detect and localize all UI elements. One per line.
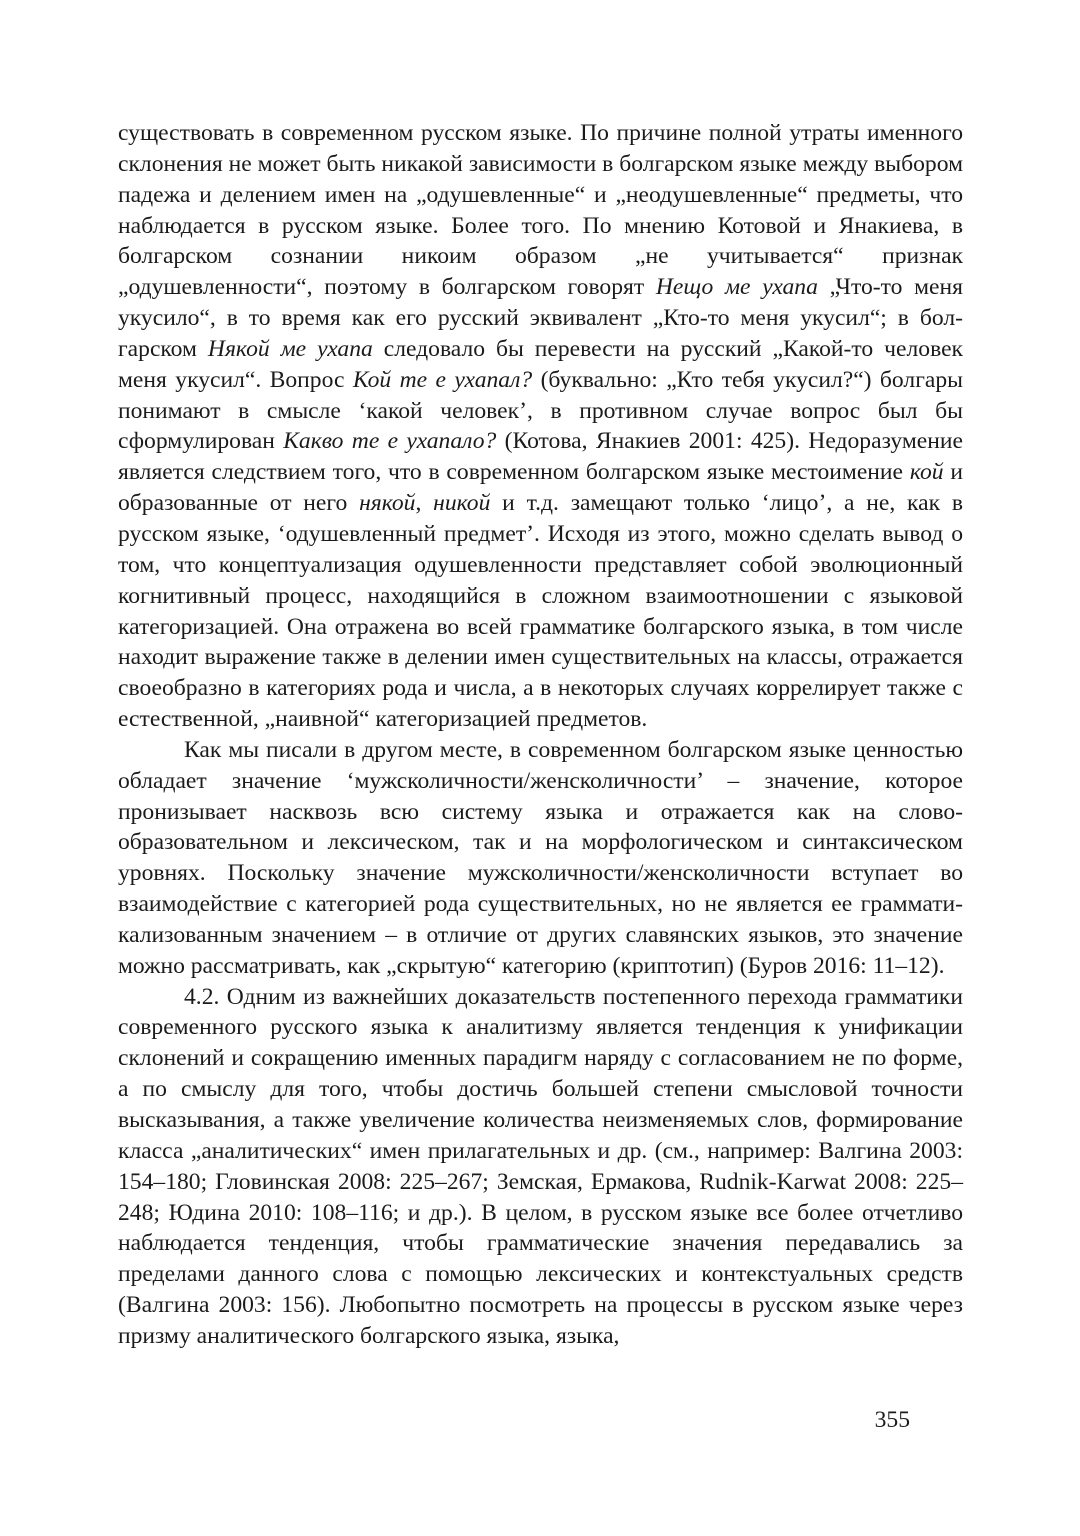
italic-example: Кой те е ухапал? xyxy=(352,366,533,393)
page-number: 355 xyxy=(874,1407,910,1433)
italic-example: Нещо ме ухапа xyxy=(655,274,818,301)
italic-example: кой xyxy=(909,459,944,486)
text-run: и образованные от него xyxy=(118,459,963,517)
text-run: „Что-то меня укусило“, в то время как его русский эквивалент „Кто-то меня укусил“; в болгарском xyxy=(118,274,963,362)
body-text xyxy=(118,118,963,1352)
text-run: Как мы писали в другом месте, в современном болгарском языке ценностью обладает значение ‘мужсколичности/женсколичности’ – значение, которое пронизывает насквозь всю систему языка и отражается как на словообразовательном и лексическом, так и на морфологическом и синтаксическом уровнях. Поскольку значение мужсколичности/женсколичности вступает во взаимодействие с категорией рода существительных, но не является ее грамматикализованным значением – в отличие от других славянских языков, это значение можно рассматривать, как „скрытую“ категорию (криптотип) (Буров 2016: 11–12). xyxy=(118,736,963,979)
text-run: и т.д. замещают только ‘лицо’, а не, как в русском языке, ‘одушевленный предмет’. Исходя из этого, можно сделать вывод о том, что концептуализация одушевленности представляет собой эволюционный когнитивный процесс, находящийся в сложном взаимоотношении с языковой категоризацией. Она отражена во всей грамматике болгарского языка, в том числе находит выражение также в делении имен существительных на классы, отражается своеобразно в категориях рода и числа, а в некоторых случаях коррелирует также с естественной, „наивной“ категоризацией предметов. xyxy=(118,490,964,733)
italic-example: някой xyxy=(359,490,416,517)
paragraph-1 xyxy=(118,118,963,735)
italic-example: Някой ме ухапа xyxy=(207,335,373,362)
text-run: (Котова, Янакиев 2001: 425). Недоразумение является следствием того, что в современном болгарском языке местоимение xyxy=(118,428,964,486)
text-run: , xyxy=(415,490,434,517)
text-run: существовать в современном русском языке. По причине полной утраты именного склонения не может быть никакой зависимости в болгарском языке между выбором падежа и делением имен на „одушевленные“ и „неодушевленные“ предметы, что наблюдается в русском языке. Более того. По мнению Котовой и Янакиева, в болгарском сознании никоим образом „не учитывается“ признак „одушевленности“, поэтому в болгарском говорят xyxy=(118,120,963,301)
paragraph-3 xyxy=(118,982,963,1352)
text-run: следовало бы перевести на русский „Какой-то человек меня укусил“. Вопрос xyxy=(118,335,964,393)
text-run: (буквально: „Кто тебя укусил?“) болгары понимают в смысле ‘какой человек’, в противном случае вопрос был бы сформулирован xyxy=(118,366,963,455)
paragraph-2 xyxy=(118,735,963,982)
italic-example: никой xyxy=(433,490,491,517)
italic-example: Какво те е ухапало? xyxy=(283,428,497,455)
text-run: 4.2. Одним из важнейших доказательств постепенного перехода грамматики современного русского языка к аналитизму является тенденция к унификации склонений и сокращению именных парадигм наряду с согласованием не по форме, а по смыслу для того, чтобы достичь большей степени смысловой точности высказывания, а также увеличение количества неизменяемых слов, формирование класса „аналитических“ имен прилагательных и др. (см., например: Валгина 2003: 154–180; Гловинская 2008: 225–267; Земская, Ермакова, Rudnik-Karwat 2008: 225–248; Юдина 2010: 108–116; и др.). В целом, в русском языке все более отчетливо наблюдается тенденция, чтобы грамматические значения передавались за пределами данного слова с помощью лексических и контекстуальных средств (Валгина 2003: 156). Любопытно посмотреть на процессы в русском языке через призму аналитического болгарского языка, языка, xyxy=(118,983,963,1349)
